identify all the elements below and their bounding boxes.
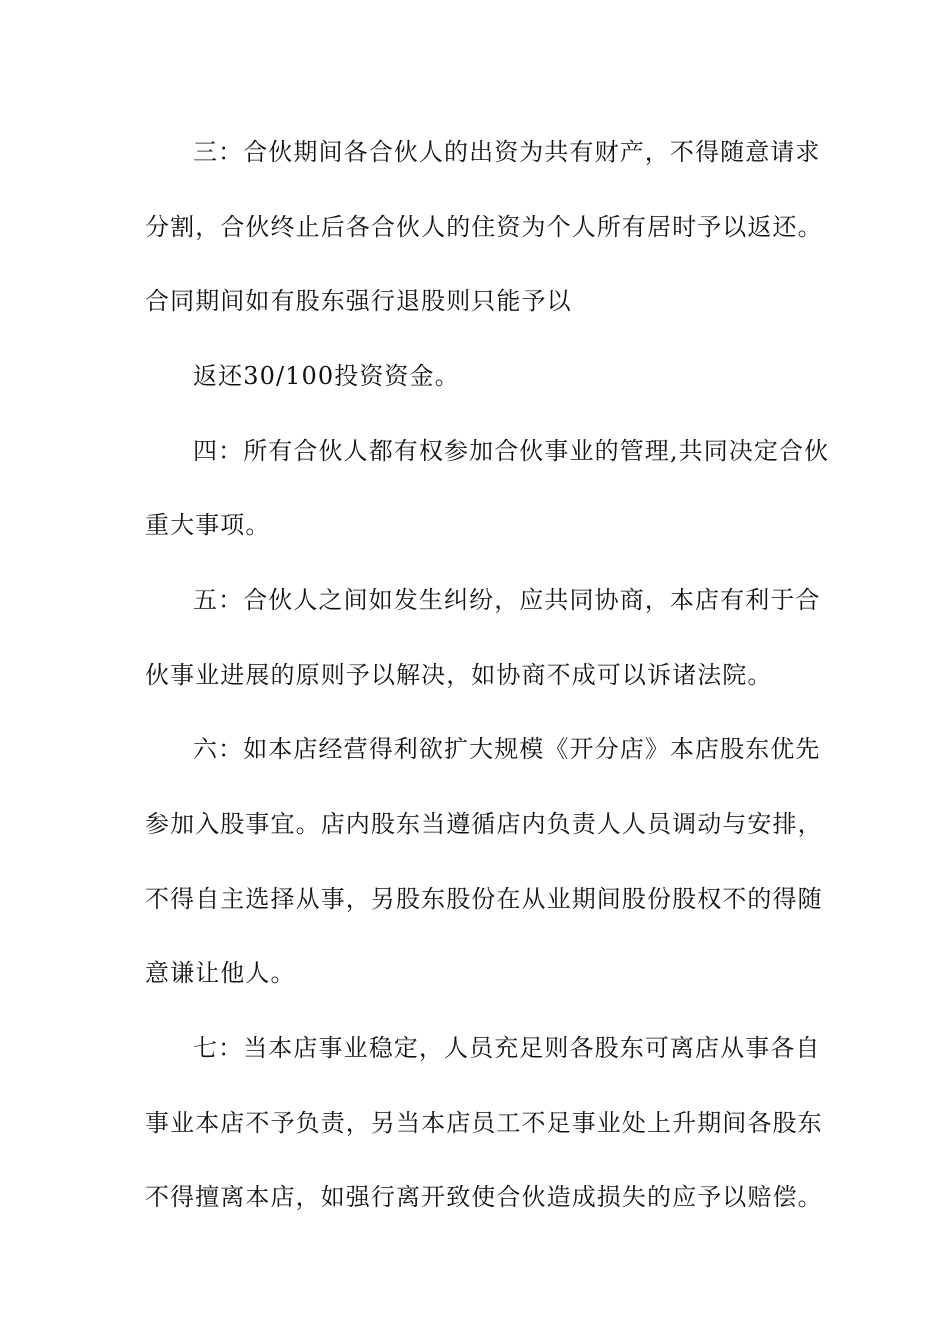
text-line: 合同期间如有股东强行退股则只能予以 [145, 287, 572, 315]
text-line: 六：如本店经营得利欲扩大规模《开分店》本店股东优先 [193, 735, 821, 763]
text-line: 不得擅离本店，如强行离开致使合伙造成损失的应予以赔偿。 [145, 1183, 823, 1211]
text-line: 四：所有合伙人都有权参加合伙事业的管理,共同决定合伙 [193, 437, 830, 465]
text-line: 五：合伙人之间如发生纠纷，应共同协商，本店有利于合 [193, 586, 821, 614]
text-line: 返还30/100投资资金。 [193, 362, 460, 390]
text-line: 参加入股事宜。店内股东当遵循店内负责人人员调动与安排， [145, 810, 823, 838]
text-line: 重大事项。 [145, 511, 271, 539]
text-line: 三：合伙期间各合伙人的出资为共有财产，不得随意请求 [193, 138, 821, 166]
text-line: 意谦让他人。 [145, 959, 296, 987]
text-line: 事业本店不予负责，另当本店员工不足事业处上升期间各股东 [145, 1109, 823, 1137]
text-line: 伙事业进展的原则予以解决，如协商不成可以诉诸法院。 [145, 661, 773, 689]
text-line: 七：当本店事业稳定，人员充足则各股东可离店从事各自 [193, 1034, 821, 1062]
text-line: 分割，合伙终止后各合伙人的住资为个人所有居时予以返还。 [145, 213, 823, 241]
text-line: 不得自主选择从事，另股东股份在从业期间股份股权不的得随 [145, 885, 823, 913]
